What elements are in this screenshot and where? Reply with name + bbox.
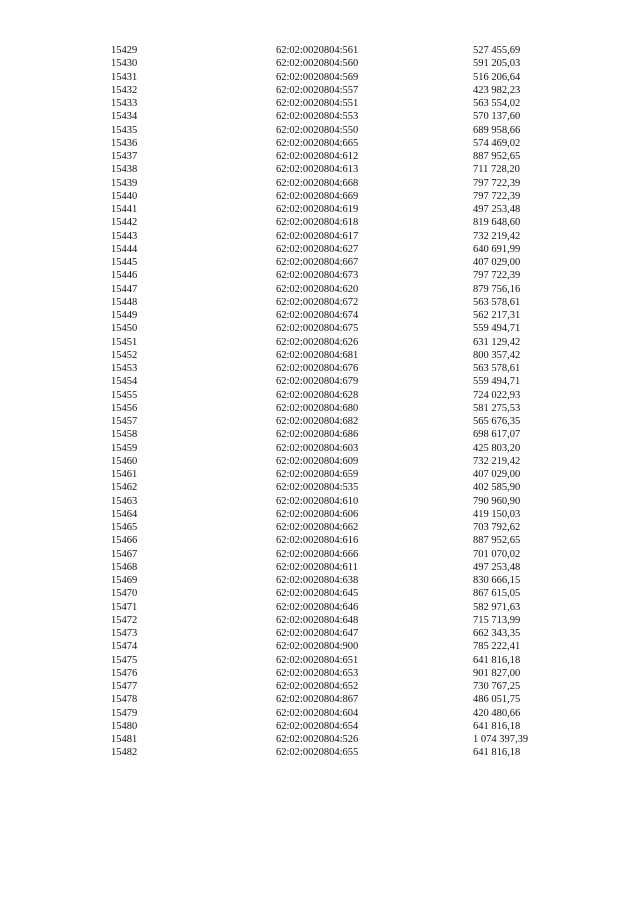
cadastral-value: 497 253,48: [473, 204, 521, 215]
cadastral-value: 420 480,66: [473, 707, 521, 719]
cadastral-number: 62:02:0020804:652: [276, 681, 359, 692]
row-number: 15456: [111, 402, 138, 414]
cadastral-value: 559 494,71: [473, 376, 521, 388]
row-number: 15452: [111, 349, 138, 361]
cadastral-value: 563 578,61: [473, 363, 521, 374]
cadastral-value: 486 051,75: [473, 694, 521, 706]
cadastral-value: 641 816,18: [473, 747, 521, 759]
cadastral-number: 62:02:0020804:611: [276, 561, 358, 573]
row-number: 15473: [111, 628, 138, 639]
cadastral-number: 62:02:0020804:674: [276, 310, 359, 321]
row-number: 15434: [111, 111, 138, 123]
cadastral-number: 62:02:0020804:675: [276, 323, 359, 335]
table-row: [0, 627, 640, 640]
row-number: 15461: [111, 469, 138, 480]
row-number: 15470: [111, 588, 138, 600]
row-number: 15466: [111, 535, 138, 547]
cadastral-number: 62:02:0020804:561: [276, 45, 359, 56]
cadastral-number: 62:02:0020804:604: [276, 707, 359, 719]
cadastral-number: 62:02:0020804:665: [276, 137, 359, 149]
cadastral-number: 62:02:0020804:646: [276, 601, 359, 613]
row-number: 15479: [111, 707, 138, 719]
cadastral-value: 563 578,61: [473, 296, 521, 308]
table-row: [0, 362, 640, 375]
table-row: [0, 177, 640, 190]
cadastral-value: 425 803,20: [473, 442, 521, 454]
cadastral-number: 62:02:0020804:606: [276, 508, 359, 520]
cadastral-number: 62:02:0020804:569: [276, 71, 359, 83]
cadastral-value: 570 137,60: [473, 111, 521, 123]
cadastral-value: 701 070,02: [473, 548, 521, 560]
row-number: 15468: [111, 561, 138, 573]
table-row: [0, 548, 640, 561]
cadastral-number: 62:02:0020804:638: [276, 575, 359, 586]
cadastral-number: 62:02:0020804:619: [276, 204, 359, 215]
cadastral-value: 715 713,99: [473, 614, 521, 626]
cadastral-number: 62:02:0020804:680: [276, 402, 359, 414]
table-row: [0, 587, 640, 600]
table-row: [0, 640, 640, 653]
row-number: 15481: [111, 734, 138, 745]
cadastral-value: 800 357,42: [473, 349, 521, 361]
cadastral-number: 62:02:0020804:626: [276, 336, 359, 348]
table-row: [0, 428, 640, 441]
table-row: [0, 137, 640, 150]
cadastral-number: 62:02:0020804:681: [276, 349, 359, 361]
table-row: [0, 720, 640, 733]
cadastral-value: 830 666,15: [473, 575, 521, 586]
cadastral-number: 62:02:0020804:553: [276, 111, 359, 123]
cadastral-number: 62:02:0020804:672: [276, 296, 359, 308]
row-number: 15462: [111, 482, 138, 494]
table-row: [0, 296, 640, 309]
cadastral-value: 559 494,71: [473, 323, 521, 335]
table-row: [0, 375, 640, 388]
cadastral-number: 62:02:0020804:662: [276, 522, 359, 533]
row-number: 15478: [111, 694, 138, 706]
table-row: [0, 508, 640, 521]
cadastral-number: 62:02:0020804:655: [276, 747, 359, 759]
cadastral-value: 724 022,93: [473, 389, 521, 401]
cadastral-value: 703 792,62: [473, 522, 521, 533]
cadastral-value: 711 728,20: [473, 164, 520, 176]
cadastral-value: 732 219,42: [473, 455, 521, 467]
cadastral-value: 527 455,69: [473, 45, 521, 56]
table-row: [0, 124, 640, 137]
row-number: 15480: [111, 720, 138, 732]
row-number: 15453: [111, 363, 138, 374]
cadastral-number: 62:02:0020804:609: [276, 455, 359, 467]
row-number: 15465: [111, 522, 138, 533]
table-row: [0, 574, 640, 587]
table-row: [0, 203, 640, 216]
row-number: 15467: [111, 548, 138, 560]
cadastral-number: 62:02:0020804:669: [276, 190, 359, 202]
table-row: [0, 601, 640, 614]
cadastral-value: 1 074 397,39: [473, 734, 529, 745]
cadastral-value: 698 617,07: [473, 429, 521, 441]
cadastral-number: 62:02:0020804:651: [276, 654, 359, 666]
row-number: 15435: [111, 124, 138, 136]
table-row: [0, 322, 640, 335]
cadastral-number: 62:02:0020804:550: [276, 124, 359, 136]
cadastral-number: 62:02:0020804:673: [276, 270, 359, 282]
table-row: [0, 97, 640, 110]
cadastral-number: 62:02:0020804:659: [276, 469, 359, 480]
cadastral-number: 62:02:0020804:628: [276, 389, 359, 401]
row-number: 15472: [111, 614, 138, 626]
cadastral-value: 641 816,18: [473, 720, 521, 732]
table-row: [0, 534, 640, 547]
row-number: 15438: [111, 164, 138, 176]
table-row: [0, 44, 640, 57]
table-row: [0, 521, 640, 534]
table-row: [0, 614, 640, 627]
row-number: 15463: [111, 495, 138, 507]
row-number: 15449: [111, 310, 138, 321]
cadastral-value: 562 217,31: [473, 310, 521, 321]
cadastral-number: 62:02:0020804:667: [276, 257, 359, 268]
table-row: [0, 481, 640, 494]
cadastral-value: 407 029,00: [473, 469, 521, 480]
table-row: [0, 707, 640, 720]
row-number: 15437: [111, 151, 138, 162]
cadastral-number: 62:02:0020804:648: [276, 614, 359, 626]
cadastral-number: 62:02:0020804:620: [276, 283, 359, 295]
cadastral-value: 689 958,66: [473, 124, 521, 136]
cadastral-value: 582 971,63: [473, 601, 521, 613]
cadastral-value: 591 205,03: [473, 58, 521, 70]
table-row: [0, 256, 640, 269]
cadastral-value: 407 029,00: [473, 257, 521, 268]
cadastral-value: 640 691,99: [473, 243, 521, 255]
cadastral-number: 62:02:0020804:526: [276, 734, 359, 745]
cadastral-value: 641 816,18: [473, 654, 521, 666]
cadastral-value: 901 827,00: [473, 667, 521, 679]
cadastral-number: 62:02:0020804:653: [276, 667, 359, 679]
row-number: 15464: [111, 508, 138, 520]
cadastral-number: 62:02:0020804:613: [276, 164, 359, 176]
table-row: [0, 110, 640, 123]
cadastral-value: 797 722,39: [473, 190, 521, 202]
row-number: 15477: [111, 681, 138, 692]
cadastral-number: 62:02:0020804:679: [276, 376, 359, 388]
cadastral-value: 867 615,05: [473, 588, 521, 600]
cadastral-number: 62:02:0020804:627: [276, 243, 359, 255]
cadastral-value: 631 129,42: [473, 336, 521, 348]
cadastral-value: 785 222,41: [473, 641, 521, 653]
row-number: 15446: [111, 270, 138, 282]
cadastral-value: 574 469,02: [473, 137, 521, 149]
cadastral-number: 62:02:0020804:686: [276, 429, 359, 441]
row-number: 15431: [111, 71, 138, 83]
row-number: 15439: [111, 177, 138, 189]
cadastral-value: 516 206,64: [473, 71, 521, 83]
cadastral-number: 62:02:0020804:612: [276, 151, 359, 162]
row-number: 15455: [111, 389, 138, 401]
cadastral-value: 563 554,02: [473, 98, 521, 109]
table-row: [0, 150, 640, 163]
table-row: [0, 693, 640, 706]
table-row: [0, 746, 640, 759]
table-row: [0, 402, 640, 415]
cadastral-value: 797 722,39: [473, 270, 521, 282]
cadastral-value: 887 952,65: [473, 151, 521, 162]
row-number: 15482: [111, 747, 138, 759]
cadastral-value: 879 756,16: [473, 283, 521, 295]
row-number: 15429: [111, 45, 138, 56]
row-number: 15450: [111, 323, 138, 335]
cadastral-value: 497 253,48: [473, 561, 521, 573]
table-row: [0, 336, 640, 349]
cadastral-number: 62:02:0020804:610: [276, 495, 359, 507]
cadastral-number: 62:02:0020804:535: [276, 482, 359, 494]
row-number: 15451: [111, 336, 138, 348]
table-row: [0, 57, 640, 70]
cadastral-value: 402 585,90: [473, 482, 521, 494]
row-number: 15430: [111, 58, 138, 70]
cadastral-number: 62:02:0020804:867: [276, 694, 359, 706]
cadastral-number: 62:02:0020804:654: [276, 720, 359, 732]
row-number: 15476: [111, 667, 138, 679]
table-row: [0, 442, 640, 455]
table-row: [0, 468, 640, 481]
table-row: [0, 415, 640, 428]
cadastral-number: 62:02:0020804:900: [276, 641, 359, 653]
table-row: [0, 654, 640, 667]
cadastral-number: 62:02:0020804:676: [276, 363, 359, 374]
row-number: 15448: [111, 296, 138, 308]
row-number: 15458: [111, 429, 138, 441]
cadastral-value: 419 150,03: [473, 508, 521, 520]
cadastral-number: 62:02:0020804:647: [276, 628, 359, 639]
row-number: 15441: [111, 204, 138, 215]
cadastral-value: 565 676,35: [473, 416, 521, 427]
cadastral-number: 62:02:0020804:551: [276, 98, 359, 109]
row-number: 15432: [111, 84, 138, 96]
row-number: 15443: [111, 230, 138, 242]
table-row: [0, 667, 640, 680]
row-number: 15459: [111, 442, 138, 454]
table-row: [0, 349, 640, 362]
row-number: 15444: [111, 243, 138, 255]
table-row: [0, 230, 640, 243]
cadastral-value: 790 960,90: [473, 495, 521, 507]
row-number: 15460: [111, 455, 138, 467]
table-row: [0, 269, 640, 282]
cadastral-number: 62:02:0020804:682: [276, 416, 359, 427]
table-row: [0, 561, 640, 574]
table-row: [0, 389, 640, 402]
cadastral-value: 797 722,39: [473, 177, 521, 189]
table-row: [0, 733, 640, 746]
row-number: 15474: [111, 641, 138, 653]
cadastral-value: 819 648,60: [473, 217, 521, 229]
cadastral-number: 62:02:0020804:560: [276, 58, 359, 70]
row-number: 15471: [111, 601, 138, 613]
cadastral-value: 423 982,23: [473, 84, 521, 96]
cadastral-value: 887 952,65: [473, 535, 521, 547]
row-number: 15445: [111, 257, 138, 268]
cadastral-number: 62:02:0020804:668: [276, 177, 359, 189]
row-number: 15440: [111, 190, 138, 202]
table-row: [0, 495, 640, 508]
table-row: [0, 190, 640, 203]
cadastral-value: 732 219,42: [473, 230, 521, 242]
cadastral-number: 62:02:0020804:618: [276, 217, 359, 229]
cadastral-value: 730 767,25: [473, 681, 521, 692]
table-row: [0, 680, 640, 693]
table-row: [0, 455, 640, 468]
cadastral-value-table: [0, 44, 640, 760]
table-row: [0, 283, 640, 296]
table-row: [0, 163, 640, 176]
cadastral-value: 662 343,35: [473, 628, 521, 639]
row-number: 15475: [111, 654, 138, 666]
row-number: 15457: [111, 416, 138, 427]
cadastral-number: 62:02:0020804:616: [276, 535, 359, 547]
cadastral-number: 62:02:0020804:603: [276, 442, 359, 454]
cadastral-number: 62:02:0020804:666: [276, 548, 359, 560]
row-number: 15454: [111, 376, 138, 388]
row-number: 15442: [111, 217, 138, 229]
cadastral-value: 581 275,53: [473, 402, 521, 414]
table-row: [0, 309, 640, 322]
table-row: [0, 243, 640, 256]
row-number: 15469: [111, 575, 138, 586]
row-number: 15447: [111, 283, 138, 295]
row-number: 15433: [111, 98, 138, 109]
row-number: 15436: [111, 137, 138, 149]
cadastral-number: 62:02:0020804:557: [276, 84, 359, 96]
table-row: [0, 84, 640, 97]
table-row: [0, 71, 640, 84]
cadastral-number: 62:02:0020804:645: [276, 588, 359, 600]
table-row: [0, 216, 640, 229]
cadastral-number: 62:02:0020804:617: [276, 230, 359, 242]
